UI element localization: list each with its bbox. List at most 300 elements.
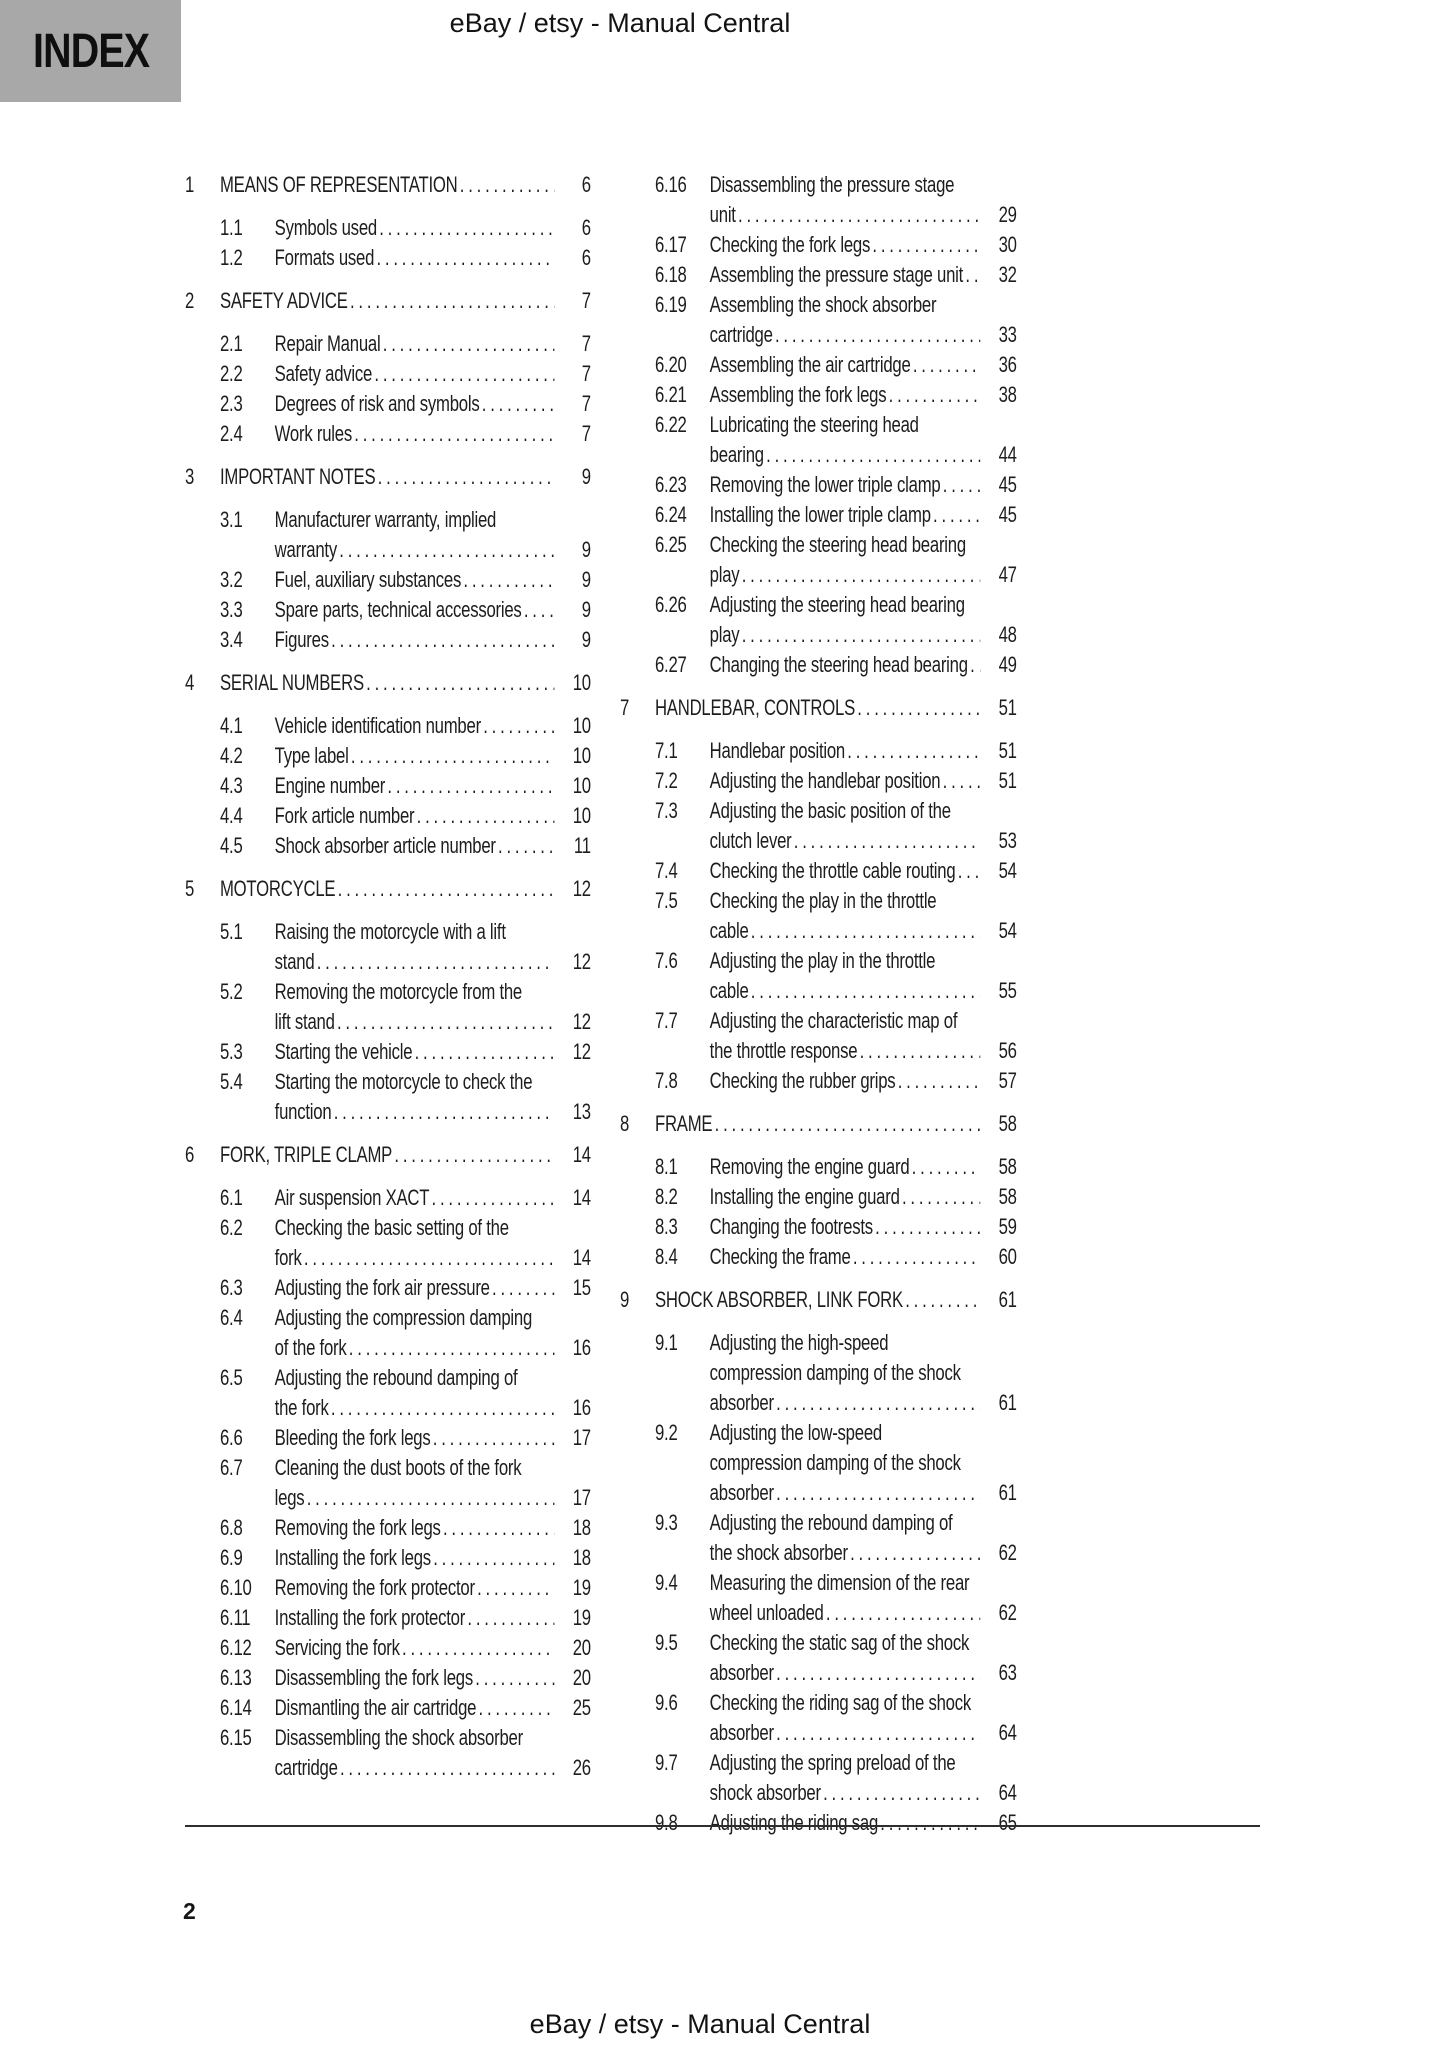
toc-entry-title: Assembling the shock absorber	[709, 292, 937, 317]
toc-entry-line	[620, 380, 1017, 410]
toc-entry-page: 63	[998, 1660, 1017, 1685]
toc-entry-line	[620, 500, 1017, 530]
toc-entry-line	[620, 916, 1017, 946]
toc-entry-title: fork	[274, 1245, 302, 1270]
toc-entry-line	[620, 320, 1017, 350]
toc-entry-title: unit	[709, 202, 736, 227]
toc-entry-number: 9.7	[654, 1750, 678, 1775]
toc-entry-number: 2.4	[219, 421, 243, 446]
toc-section-entry	[620, 1212, 1017, 1242]
toc-entry-title: Adjusting the play in the throttle	[709, 948, 936, 973]
toc-section-entry	[185, 1273, 591, 1303]
toc-section-entry	[620, 1152, 1017, 1182]
toc-section-entry	[620, 1628, 1017, 1688]
toc-entry-page: 60	[998, 1244, 1017, 1269]
toc-entry-title: FORK, TRIPLE CLAMP	[219, 1142, 393, 1167]
toc-leader-dots	[913, 350, 980, 380]
toc-entry-number: 6.13	[219, 1665, 252, 1690]
toc-entry-number: 1	[185, 172, 195, 197]
toc-leader-dots	[433, 1423, 555, 1453]
toc-entry-title: Engine number	[274, 773, 386, 798]
toc-entry-line	[620, 1658, 1017, 1688]
toc-entry-title: Removing the lower triple clamp	[709, 472, 941, 497]
toc-entry-line	[185, 1663, 591, 1693]
toc-entry-page: 61	[998, 1480, 1017, 1505]
toc-section-entry	[620, 946, 1017, 1006]
toc-leader-dots	[933, 500, 980, 530]
toc-section-entry	[620, 1808, 1017, 1838]
toc-entry-line	[185, 1243, 591, 1273]
toc-entry-title: Adjusting the steering head bearing	[709, 592, 965, 617]
toc-entry-page: 14	[572, 1245, 591, 1270]
toc-entry-title: Starting the vehicle	[274, 1039, 413, 1064]
toc-leader-dots	[317, 947, 555, 977]
toc-entry-page: 16	[572, 1335, 591, 1360]
toc-entry-line	[620, 1212, 1017, 1242]
toc-leader-dots	[483, 711, 554, 741]
toc-leader-dots	[394, 1140, 554, 1170]
toc-entry-line	[620, 736, 1017, 766]
toc-entry-number: 6.17	[654, 232, 687, 257]
toc-entry-title: FRAME	[654, 1111, 713, 1136]
toc-entry-title: Starting the motorcycle to check the	[274, 1069, 533, 1094]
toc-leader-dots	[776, 1388, 980, 1418]
toc-entry-line	[620, 1568, 1017, 1598]
toc-entry-number: 6.4	[219, 1305, 243, 1330]
toc-entry-page: 9	[581, 597, 591, 622]
toc-entry-number: 7.7	[654, 1008, 678, 1033]
toc-entry-title: stand	[274, 949, 315, 974]
toc-entry-line	[620, 1628, 1017, 1658]
toc-leader-dots	[492, 1273, 554, 1303]
toc-leader-dots	[417, 801, 555, 831]
toc-entry-line	[620, 1478, 1017, 1508]
toc-entry-line	[620, 1182, 1017, 1212]
toc-entry-number: 6.12	[219, 1635, 252, 1660]
toc-section-entry	[620, 590, 1017, 650]
toc-entry-number: 8.3	[654, 1214, 678, 1239]
toc-entry-line	[185, 462, 591, 492]
toc-entry-title: SAFETY ADVICE	[219, 288, 348, 313]
toc-entry-line	[185, 535, 591, 565]
toc-entry-title: Checking the throttle cable routing	[709, 858, 956, 883]
toc-entry-number: 2.3	[219, 391, 243, 416]
toc-entry-number: 6.21	[654, 382, 687, 407]
toc-entry-page: 19	[572, 1605, 591, 1630]
toc-section-entry	[185, 771, 591, 801]
toc-entry-number: 6.26	[654, 592, 687, 617]
toc-entry-title: Changing the footrests	[709, 1214, 873, 1239]
toc-column-right	[620, 170, 1017, 1838]
toc-entry-title: Checking the riding sag of the shock	[709, 1690, 972, 1715]
toc-entry-page: 64	[998, 1780, 1017, 1805]
toc-leader-dots	[350, 286, 554, 316]
toc-entry-number: 8	[620, 1111, 630, 1136]
toc-entry-title: Lubricating the steering head	[709, 412, 919, 437]
toc-entry-line	[620, 1388, 1017, 1418]
toc-entry-number: 7.2	[654, 768, 678, 793]
toc-entry-title: Adjusting the characteristic map of	[709, 1008, 958, 1033]
toc-entry-page: 48	[998, 622, 1017, 647]
toc-chapter-entry	[185, 170, 591, 200]
toc-entry-number: 3	[185, 464, 195, 489]
toc-entry-page: 7	[581, 331, 591, 356]
toc-section-entry	[185, 505, 591, 565]
toc-entry-title: shock absorber	[709, 1780, 821, 1805]
toc-leader-dots	[374, 359, 554, 389]
toc-entry-line	[620, 530, 1017, 560]
toc-section-entry	[185, 1183, 591, 1213]
toc-entry-line	[620, 1418, 1017, 1448]
toc-entry-title: Removing the fork legs	[274, 1515, 441, 1540]
toc-entry-title: Work rules	[274, 421, 352, 446]
toc-entry-title: legs	[274, 1485, 305, 1510]
toc-entry-line	[620, 470, 1017, 500]
toc-entry-line	[185, 947, 591, 977]
toc-leader-dots	[340, 1753, 554, 1783]
toc-entry-title: Adjusting the spring preload of the	[709, 1750, 956, 1775]
toc-entry-page: 54	[998, 858, 1017, 883]
toc-entry-page: 6	[581, 245, 591, 270]
toc-entry-title: of the fork	[274, 1335, 347, 1360]
toc-entry-page: 25	[572, 1695, 591, 1720]
toc-entry-page: 64	[998, 1720, 1017, 1745]
toc-entry-title: Adjusting the rebound damping of	[709, 1510, 953, 1535]
toc-entry-line	[185, 741, 591, 771]
toc-leader-dots	[872, 230, 980, 260]
toc-entry-title: Checking the play in the throttle	[709, 888, 937, 913]
toc-section-entry	[185, 1603, 591, 1633]
toc-entry-line	[620, 1066, 1017, 1096]
toc-entry-line	[185, 595, 591, 625]
toc-leader-dots	[415, 1037, 555, 1067]
toc-entry-number: 6.3	[219, 1275, 243, 1300]
toc-entry-title: Adjusting the rebound damping of	[274, 1365, 518, 1390]
toc-entry-number: 6.11	[219, 1605, 251, 1630]
toc-section-entry	[185, 801, 591, 831]
toc-entry-line	[620, 826, 1017, 856]
toc-entry-number: 7.4	[654, 858, 678, 883]
footer-page-number: 2	[183, 1898, 196, 1924]
toc-entry-title: Formats used	[274, 245, 375, 270]
toc-entry-title: Removing the engine guard	[709, 1154, 910, 1179]
toc-entry-title: Checking the static sag of the shock	[709, 1630, 970, 1655]
toc-entry-number: 4.3	[219, 773, 243, 798]
toc-leader-dots	[965, 260, 980, 290]
toc-section-entry	[185, 1213, 591, 1273]
toc-entry-number: 9.3	[654, 1510, 678, 1535]
toc-entry-line	[620, 856, 1017, 886]
toc-entry-line	[620, 1152, 1017, 1182]
toc-entry-number: 6.14	[219, 1695, 252, 1720]
toc-entry-line	[620, 1448, 1017, 1478]
toc-leader-dots	[331, 1393, 554, 1423]
toc-entry-line	[620, 693, 1017, 723]
toc-entry-page: 45	[998, 502, 1017, 527]
toc-section-entry	[185, 1723, 591, 1783]
toc-entry-number: 9.4	[654, 1570, 678, 1595]
toc-entry-title: the shock absorber	[709, 1540, 848, 1565]
toc-section-entry	[620, 1242, 1017, 1272]
toc-section-entry	[185, 1633, 591, 1663]
toc-entry-title: cartridge	[274, 1755, 338, 1780]
toc-section-entry	[185, 1663, 591, 1693]
toc-entry-line	[620, 230, 1017, 260]
toc-entry-line	[620, 1242, 1017, 1272]
toc-section-entry	[185, 1067, 591, 1127]
toc-entry-page: 51	[998, 738, 1017, 763]
toc-entry-page: 16	[572, 1395, 591, 1420]
toc-entry-title: absorber	[709, 1660, 774, 1685]
toc-entry-line	[620, 200, 1017, 230]
toc-entry-page: 17	[572, 1425, 591, 1450]
toc-entry-page: 12	[572, 949, 591, 974]
toc-entry-page: 30	[998, 232, 1017, 257]
toc-section-entry	[185, 1423, 591, 1453]
toc-entry-line	[185, 1037, 591, 1067]
toc-column-left	[185, 170, 591, 1783]
toc-leader-dots	[524, 595, 555, 625]
toc-entry-page: 54	[998, 918, 1017, 943]
toc-leader-dots	[794, 826, 980, 856]
toc-section-entry	[620, 766, 1017, 796]
toc-entry-page: 18	[572, 1545, 591, 1570]
toc-entry-line	[620, 1508, 1017, 1538]
toc-leader-dots	[943, 766, 981, 796]
toc-entry-line	[620, 590, 1017, 620]
toc-entry-line	[185, 1693, 591, 1723]
toc-entry-line	[185, 1097, 591, 1127]
toc-entry-page: 10	[572, 713, 591, 738]
toc-entry-title: lift stand	[274, 1009, 335, 1034]
toc-leader-dots	[307, 1483, 555, 1513]
toc-entry-page: 53	[998, 828, 1017, 853]
toc-entry-page: 7	[581, 421, 591, 446]
toc-entry-line	[620, 1006, 1017, 1036]
toc-entry-number: 8.1	[654, 1154, 678, 1179]
toc-entry-title: wheel unloaded	[709, 1600, 824, 1625]
toc-entry-line	[185, 1753, 591, 1783]
toc-entry-title: Adjusting the riding sag	[709, 1810, 879, 1835]
toc-entry-number: 7	[620, 695, 630, 720]
toc-entry-title: Degrees of risk and symbols	[274, 391, 480, 416]
toc-entry-page: 10	[572, 773, 591, 798]
toc-entry-page: 47	[998, 562, 1017, 587]
toc-section-entry	[185, 625, 591, 655]
toc-entry-number: 6.10	[219, 1575, 252, 1600]
toc-entry-line	[185, 243, 591, 273]
toc-entry-number: 1.1	[219, 215, 243, 240]
toc-entry-number: 5	[185, 876, 195, 901]
toc-entry-title: Fuel, auxiliary substances	[274, 567, 462, 592]
toc-entry-title: absorber	[709, 1720, 774, 1745]
toc-section-entry	[620, 530, 1017, 590]
toc-leader-dots	[853, 1242, 980, 1272]
toc-entry-page: 58	[998, 1184, 1017, 1209]
toc-entry-number: 9.6	[654, 1690, 678, 1715]
toc-section-entry	[620, 1328, 1017, 1418]
toc-leader-dots	[860, 1036, 981, 1066]
toc-entry-number: 5.4	[219, 1069, 243, 1094]
toc-entry-title: Symbols used	[274, 215, 377, 240]
toc-entry-number: 6.2	[219, 1215, 243, 1240]
toc-section-entry	[620, 410, 1017, 470]
toc-entry-line	[185, 771, 591, 801]
toc-entry-page: 44	[998, 442, 1017, 467]
toc-leader-dots	[402, 1633, 554, 1663]
toc-entry-title: play	[709, 622, 740, 647]
toc-leader-dots	[498, 831, 554, 861]
toc-leader-dots	[475, 1663, 554, 1693]
toc-leader-dots	[379, 213, 554, 243]
toc-entry-page: 9	[581, 567, 591, 592]
toc-entry-page: 11	[573, 833, 591, 858]
toc-entry-line	[620, 440, 1017, 470]
toc-section-entry	[620, 886, 1017, 946]
toc-entry-line	[620, 796, 1017, 826]
toc-entry-line	[620, 1808, 1017, 1838]
toc-section-entry	[620, 500, 1017, 530]
toc-section-entry	[185, 1453, 591, 1513]
toc-entry-title: Figures	[274, 627, 329, 652]
toc-entry-line	[185, 668, 591, 698]
toc-leader-dots	[354, 419, 554, 449]
toc-entry-line	[620, 1109, 1017, 1139]
toc-entry-line	[185, 1213, 591, 1243]
toc-entry-line	[185, 505, 591, 535]
toc-entry-title: Bleeding the fork legs	[274, 1425, 431, 1450]
toc-entry-page: 9	[581, 627, 591, 652]
toc-section-entry	[185, 565, 591, 595]
toc-entry-line	[185, 329, 591, 359]
toc-entry-page: 55	[998, 978, 1017, 1003]
toc-entry-number: 6.19	[654, 292, 687, 317]
toc-entry-number: 8.2	[654, 1184, 678, 1209]
toc-entry-page: 9	[581, 464, 591, 489]
toc-entry-line	[185, 1483, 591, 1513]
toc-entry-title: the throttle response	[709, 1038, 858, 1063]
toc-chapter-entry	[185, 1140, 591, 1170]
toc-entry-line	[620, 976, 1017, 1006]
toc-entry-line	[185, 419, 591, 449]
toc-entry-number: 4.1	[219, 713, 243, 738]
toc-entry-line	[185, 1723, 591, 1753]
toc-section-entry	[185, 741, 591, 771]
toc-entry-line	[185, 711, 591, 741]
toc-entry-page: 62	[998, 1540, 1017, 1565]
toc-leader-dots	[958, 856, 981, 886]
toc-entry-title: Disassembling the fork legs	[274, 1665, 473, 1690]
toc-entry-number: 2.1	[219, 331, 243, 356]
toc-leader-dots	[331, 625, 554, 655]
page-header-title: eBay / etsy - Manual Central	[449, 8, 791, 38]
toc-leader-dots	[376, 243, 554, 273]
toc-entry-line	[185, 1633, 591, 1663]
toc-entry-line	[620, 1778, 1017, 1808]
toc-leader-dots	[479, 1693, 555, 1723]
toc-entry-number: 3.4	[219, 627, 243, 652]
toc-leader-dots	[776, 1718, 980, 1748]
toc-leader-dots	[337, 1007, 554, 1037]
toc-entry-number: 6.1	[219, 1185, 243, 1210]
toc-entry-title: Checking the basic setting of the	[274, 1215, 509, 1240]
toc-leader-dots	[905, 1285, 980, 1315]
toc-section-entry	[185, 1363, 591, 1423]
toc-entry-line	[185, 286, 591, 316]
toc-section-entry	[620, 1748, 1017, 1808]
toc-entry-number: 4.2	[219, 743, 243, 768]
toc-leader-dots	[443, 1513, 554, 1543]
toc-entry-number: 5.2	[219, 979, 243, 1004]
toc-entry-title: SHOCK ABSORBER, LINK FORK	[654, 1287, 903, 1312]
toc-entry-line	[185, 565, 591, 595]
toc-entry-title: cable	[709, 918, 749, 943]
toc-entry-number: 6.16	[654, 172, 687, 197]
toc-entry-line	[620, 410, 1017, 440]
toc-entry-number: 8.4	[654, 1244, 678, 1269]
toc-leader-dots	[847, 736, 980, 766]
toc-entry-number: 6.25	[654, 532, 687, 557]
toc-entry-title: HANDLEBAR, CONTROLS	[654, 695, 856, 720]
toc-entry-title: Fork article number	[274, 803, 415, 828]
toc-section-entry	[185, 831, 591, 861]
toc-section-entry	[185, 1513, 591, 1543]
toc-entry-page: 26	[572, 1755, 591, 1780]
toc-entry-page: 58	[998, 1111, 1017, 1136]
toc-entry-page: 51	[998, 768, 1017, 793]
toc-leader-dots	[378, 462, 555, 492]
toc-entry-number: 6.27	[654, 652, 687, 677]
toc-entry-page: 10	[572, 743, 591, 768]
toc-entry-page: 20	[572, 1635, 591, 1660]
toc-entry-line	[185, 1183, 591, 1213]
toc-entry-line	[620, 350, 1017, 380]
toc-section-entry	[185, 977, 591, 1037]
toc-entry-page: 9	[581, 537, 591, 562]
toc-leader-dots	[776, 1478, 980, 1508]
toc-section-entry	[185, 1303, 591, 1363]
toc-entry-title: Adjusting the basic position of the	[709, 798, 951, 823]
toc-chapter-entry	[620, 1109, 1017, 1139]
toc-leader-dots	[467, 1603, 554, 1633]
toc-leader-dots	[338, 874, 555, 904]
toc-entry-line	[620, 1285, 1017, 1315]
toc-entry-title: compression damping of the shock	[709, 1450, 961, 1475]
toc-entry-title: Servicing the fork	[274, 1635, 400, 1660]
toc-entry-line	[185, 1007, 591, 1037]
toc-entry-page: 65	[998, 1810, 1017, 1835]
toc-entry-line	[620, 886, 1017, 916]
toc-entry-page: 56	[998, 1038, 1017, 1063]
toc-entry-title: Changing the steering head bearing	[709, 652, 968, 677]
toc-entry-number: 4.4	[219, 803, 243, 828]
toc-entry-title: SERIAL NUMBERS	[219, 670, 364, 695]
toc-entry-title: Cleaning the dust boots of the fork	[274, 1455, 522, 1480]
toc-entry-line	[185, 801, 591, 831]
toc-section-entry	[185, 389, 591, 419]
toc-entry-number: 4.5	[219, 833, 243, 858]
toc-section-entry	[620, 1066, 1017, 1096]
toc-leader-dots	[349, 1333, 555, 1363]
toc-leader-dots	[334, 1097, 555, 1127]
toc-leader-dots	[339, 535, 554, 565]
footer-divider-line	[185, 1825, 1260, 1827]
toc-entry-line	[185, 1363, 591, 1393]
toc-entry-page: 57	[998, 1068, 1017, 1093]
toc-section-entry	[620, 260, 1017, 290]
toc-entry-title: Manufacturer warranty, implied	[274, 507, 497, 532]
toc-entry-title: Checking the fork legs	[709, 232, 871, 257]
